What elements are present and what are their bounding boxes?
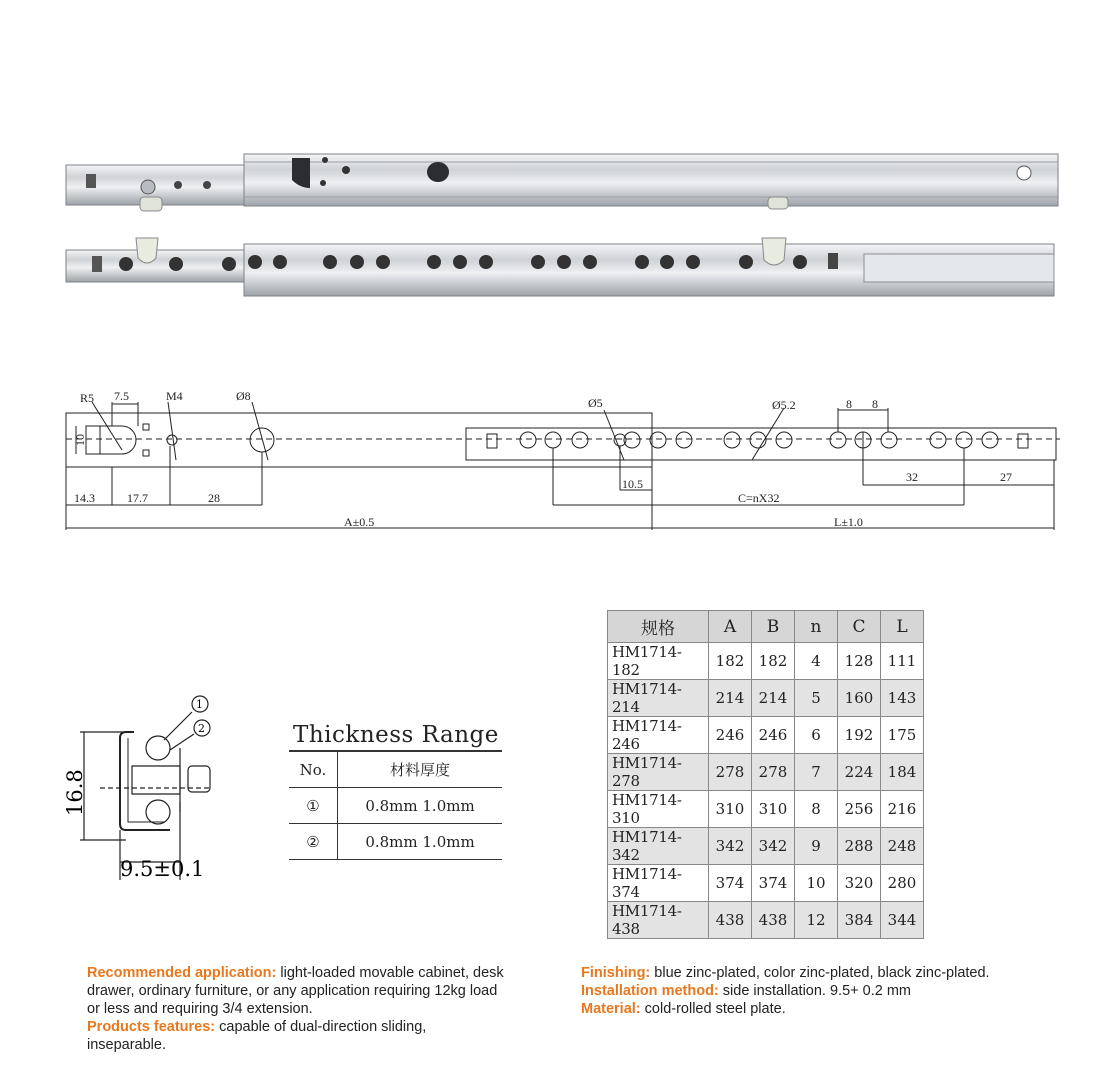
thickness-no: ② (289, 824, 338, 860)
dim-7-5: 7.5 (114, 389, 129, 403)
finishing-text: blue zinc-plated, color zinc-plated, black zinc-plated. (650, 965, 990, 981)
spec-table (607, 610, 924, 939)
spec-cell: 246 (709, 717, 752, 754)
application-label: Recommended application: (87, 965, 277, 981)
table-row (608, 680, 924, 717)
spec-cell: 278 (709, 754, 752, 791)
spec-cell: 216 (881, 791, 924, 828)
spec-cell: 246 (752, 717, 795, 754)
spec-cell: 8 (795, 791, 838, 828)
dim-17-7: 17.7 (127, 491, 148, 505)
table-row (608, 865, 924, 902)
spec-cell: 184 (881, 754, 924, 791)
spec-cell: 4 (795, 643, 838, 680)
spec-cell: 438 (709, 902, 752, 939)
thickness-col-material: 材料厚度 (338, 751, 503, 788)
spec-cell: 111 (881, 643, 924, 680)
spec-header-b: B (752, 611, 795, 643)
table-row (608, 828, 924, 865)
thickness-col-no: No. (289, 751, 338, 788)
spec-header-l: L (881, 611, 924, 643)
profile-callout-2: 2 (198, 722, 205, 735)
dim-27: 27 (1000, 470, 1012, 484)
table-row (608, 754, 924, 791)
dim-a-tolerance: A±0.5 (344, 515, 375, 529)
spec-cell: 9 (795, 828, 838, 865)
spec-cell: 182 (709, 643, 752, 680)
spec-cell: 182 (752, 643, 795, 680)
dim-r5: R5 (80, 391, 95, 405)
dim-28: 28 (208, 491, 220, 505)
thickness-row (289, 824, 502, 860)
table-row (608, 643, 924, 680)
spec-cell: HM1714-438 (608, 902, 709, 939)
spec-cell: 7 (795, 754, 838, 791)
dim-14-3: 14.3 (74, 491, 95, 505)
dim-phi5-2: Ø5.2 (772, 398, 796, 412)
spec-cell: 278 (752, 754, 795, 791)
table-row (608, 902, 924, 939)
spec-header-row (608, 611, 924, 643)
spec-cell: 374 (709, 865, 752, 902)
spec-header-a: A (709, 611, 752, 643)
table-row (608, 717, 924, 754)
spec-cell: HM1714-182 (608, 643, 709, 680)
features-text: capable of dual-direction sliding, inseparable. (87, 1019, 427, 1053)
profile-width: 9.5±0.1 (120, 857, 205, 881)
finishing-label: Finishing: (581, 965, 651, 981)
dim-10-5: 10.5 (622, 477, 643, 491)
thickness-value: 0.8mm 1.0mm (338, 788, 503, 824)
dim-phi5: Ø5 (588, 396, 603, 410)
spec-cell: 320 (838, 865, 881, 902)
spec-cell: 384 (838, 902, 881, 939)
profile-height: 16.8 (63, 769, 87, 816)
spec-cell: 342 (752, 828, 795, 865)
spec-cell: 438 (752, 902, 795, 939)
thickness-title: Thickness Range (293, 722, 499, 748)
spec-cell: 10 (795, 865, 838, 902)
thickness-no: ① (289, 788, 338, 824)
spec-header-c: C (838, 611, 881, 643)
table-row (608, 791, 924, 828)
installation-text: side installation. 9.5+ 0.2 mm (718, 983, 911, 999)
spec-cell: 288 (838, 828, 881, 865)
spec-cell: 344 (881, 902, 924, 939)
spec-cell: 128 (838, 643, 881, 680)
profile-callout-1: 1 (196, 698, 203, 711)
thickness-table (289, 750, 502, 860)
spec-cell: HM1714-246 (608, 717, 709, 754)
spec-cell: 224 (838, 754, 881, 791)
material-text: cold-rolled steel plate. (640, 1001, 786, 1017)
thickness-row (289, 788, 502, 824)
product-photo (0, 140, 1111, 310)
spec-cell: HM1714-342 (608, 828, 709, 865)
spec-cell: 342 (709, 828, 752, 865)
spec-cell: 6 (795, 717, 838, 754)
material-label: Material: (581, 1001, 641, 1017)
application-text: light-loaded movable cabinet, desk drawer, ordinary furniture, or any application requiring 12kg load or less and requiring 3/4 extension. (87, 965, 504, 1017)
spec-cell: 256 (838, 791, 881, 828)
spec-cell: 280 (881, 865, 924, 902)
info-right (581, 964, 1061, 1018)
thickness-value: 0.8mm 1.0mm (338, 824, 503, 860)
spec-cell: 143 (881, 680, 924, 717)
spec-cell: 248 (881, 828, 924, 865)
spec-cell: 192 (838, 717, 881, 754)
spec-cell: 12 (795, 902, 838, 939)
dim-10: 10 (73, 434, 87, 446)
dim-l-tolerance: L±1.0 (834, 515, 863, 529)
spec-cell: HM1714-278 (608, 754, 709, 791)
spec-cell: 214 (709, 680, 752, 717)
spec-cell: HM1714-310 (608, 791, 709, 828)
spec-header-n: n (795, 611, 838, 643)
features-label: Products features: (87, 1019, 216, 1035)
dim-32: 32 (906, 470, 918, 484)
dim-8b: 8 (872, 397, 878, 411)
spec-cell: 214 (752, 680, 795, 717)
spec-cell: HM1714-214 (608, 680, 709, 717)
dim-phi8: Ø8 (236, 389, 251, 403)
spec-cell: 160 (838, 680, 881, 717)
spec-cell: 5 (795, 680, 838, 717)
info-left (87, 964, 507, 1054)
spec-header-model: 规格 (608, 611, 709, 643)
installation-label: Installation method: (581, 983, 719, 999)
upper-rail (66, 154, 1058, 211)
dim-c-formula: C=nX32 (738, 491, 780, 505)
dimension-drawing (0, 380, 1111, 540)
spec-cell: 310 (752, 791, 795, 828)
spec-cell: 310 (709, 791, 752, 828)
dim-8a: 8 (846, 397, 852, 411)
cross-section-profile (60, 690, 240, 890)
spec-cell: 374 (752, 865, 795, 902)
dim-m4: M4 (166, 389, 183, 403)
spec-cell: HM1714-374 (608, 865, 709, 902)
lower-rail (66, 238, 1054, 296)
spec-cell: 175 (881, 717, 924, 754)
